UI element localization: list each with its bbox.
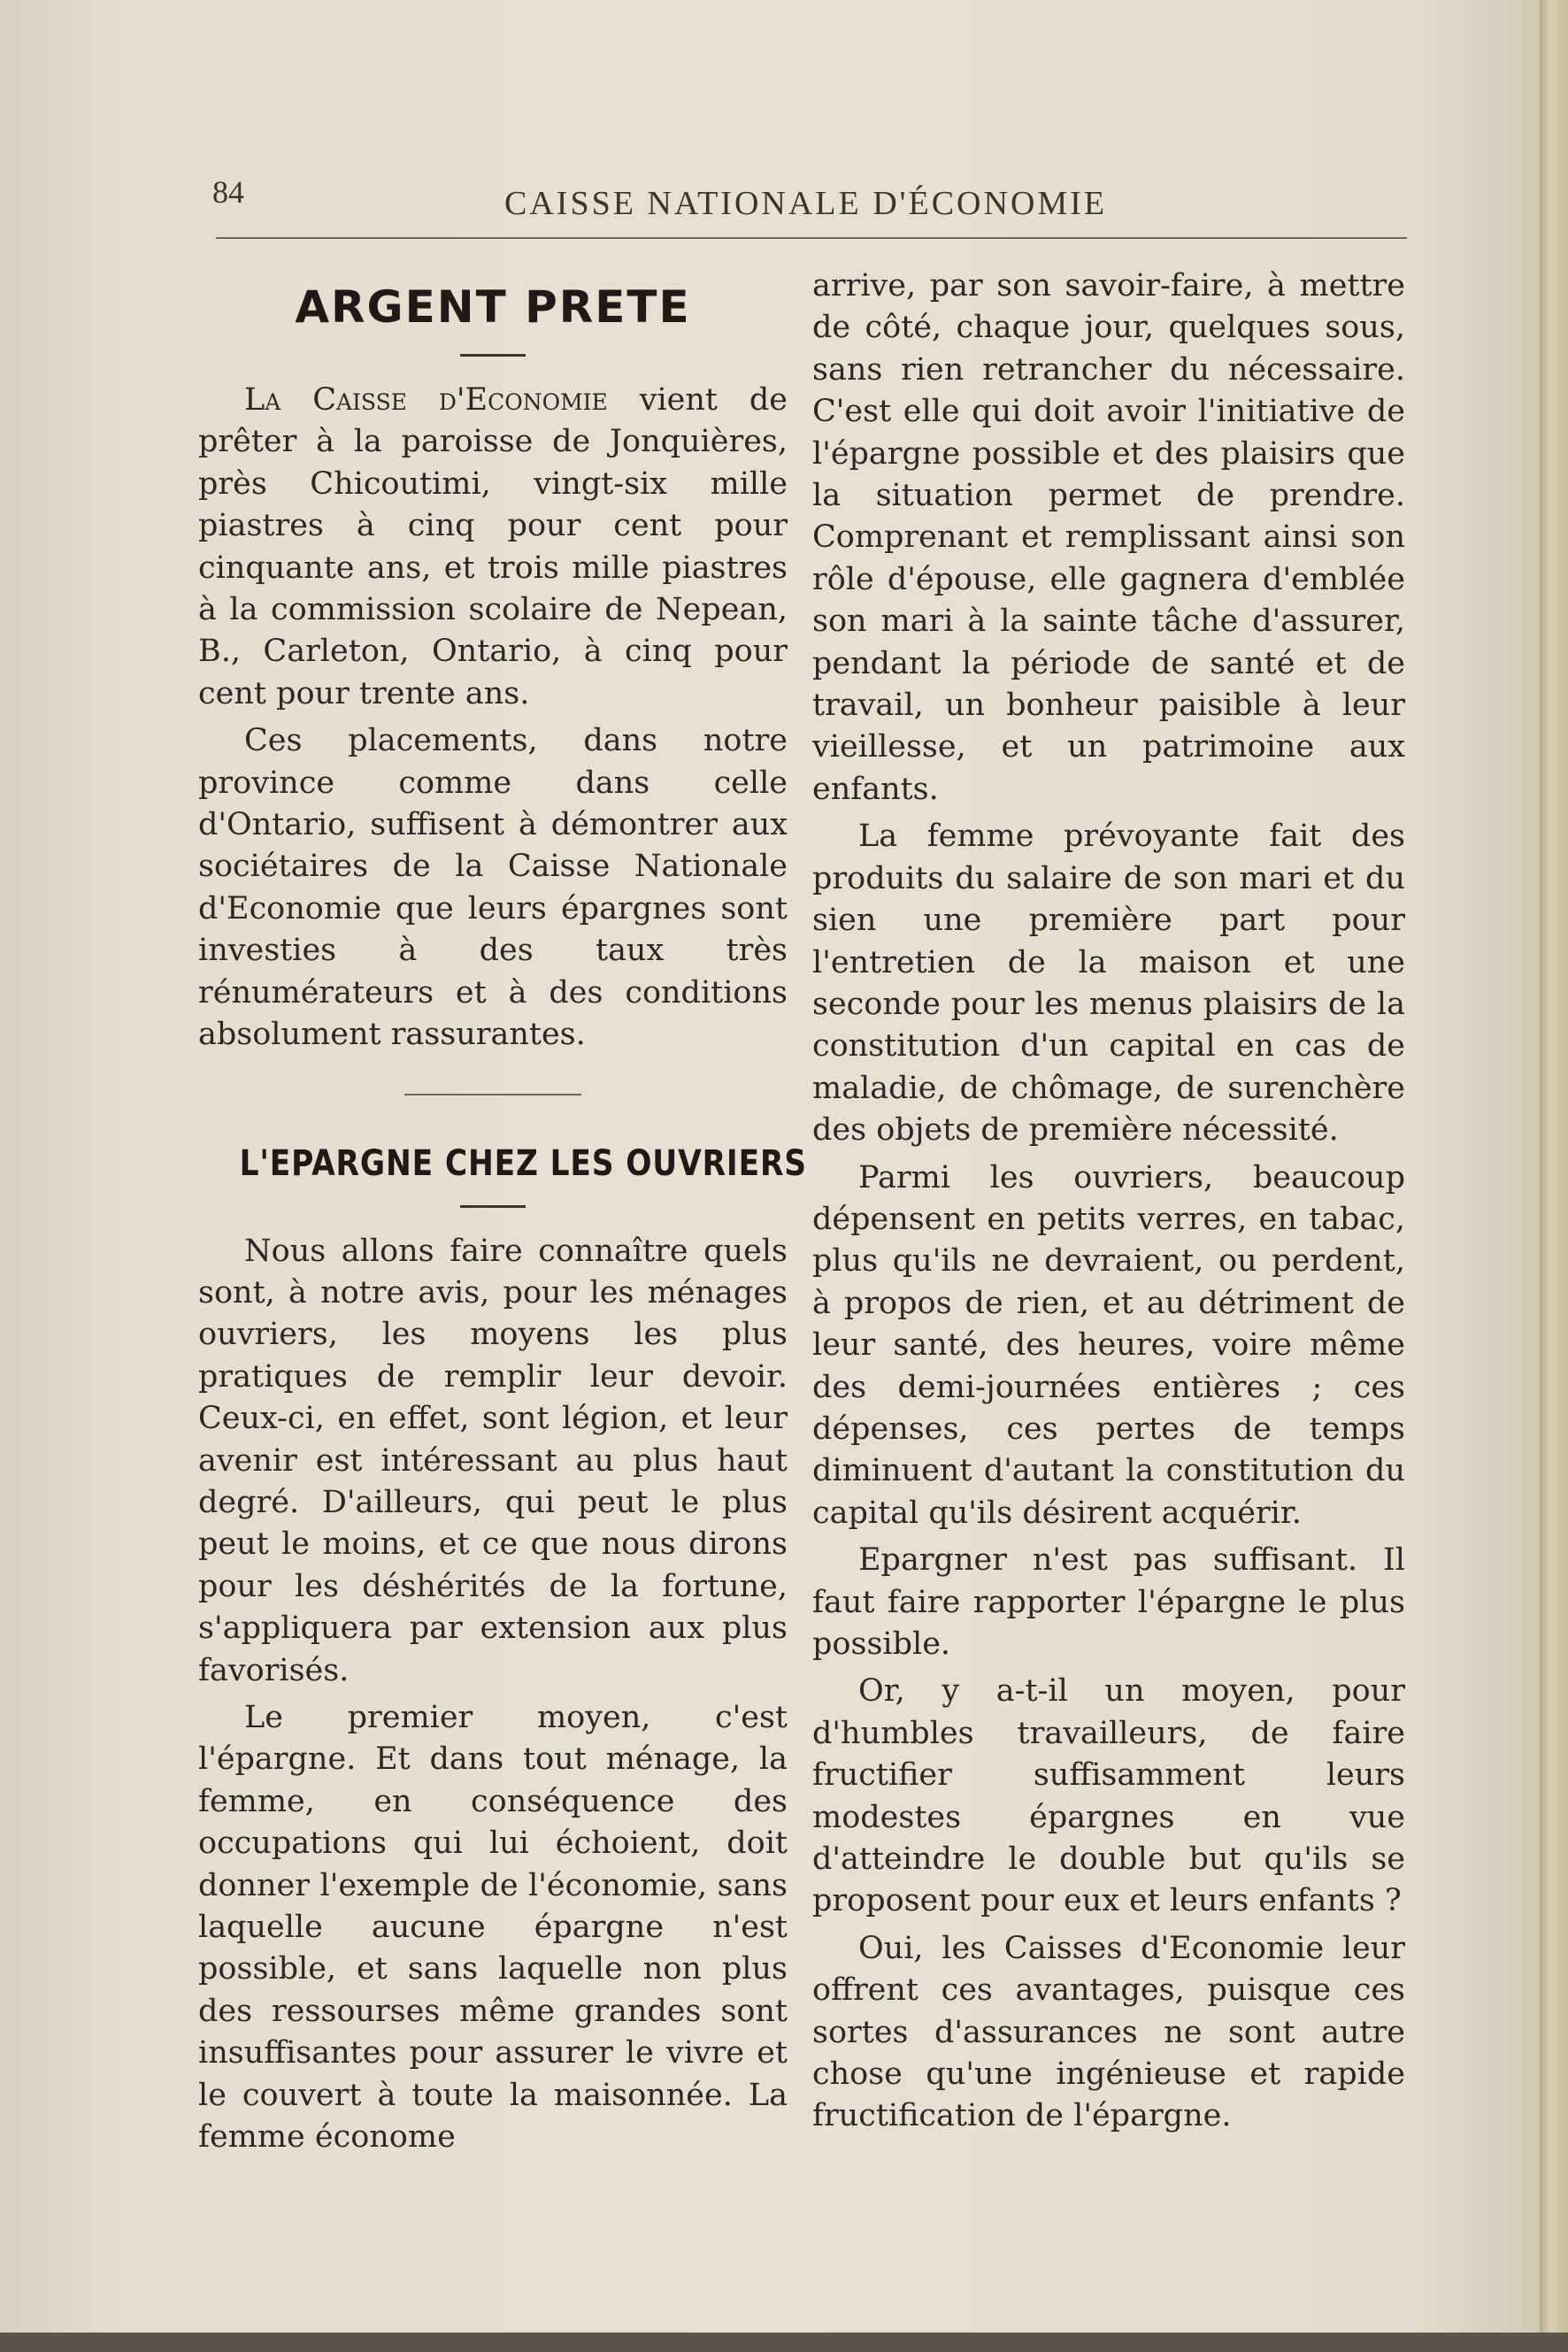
paragraph: Oui, les Caisses d'Economie leur offrent ces avantages, puisque ces sortes d'assurances ne sont autre chose qu'une ingénieuse et rapide fructification de l'épargne.: [812, 1930, 1405, 2134]
section-separator: [404, 1094, 581, 1095]
paragraph: Ces placements, dans notre province comme dans celle d'Ontario, suffisent à démontrer aux sociétaires de la Caisse Nationale d'Economie que leurs épargnes sont investies à des taux très rénumérateurs et à des conditions absolument rassurantes.: [198, 723, 788, 1053]
running-head: [212, 168, 1416, 230]
article-title-epargne: L'EPARGNE CHEZ LES OUVRIERS: [239, 1142, 807, 1184]
left-column: [198, 265, 807, 2158]
title-rule: [460, 354, 526, 357]
paragraph: Or, y a-t-il un moyen, pour d'humbles travailleurs, de faire fructifier suffisamment leurs modestes épargnes en vue d'atteindre le double but qu'ils se proposent pour eux et leurs enfants ?: [812, 1673, 1405, 1919]
lead-smallcaps: La Caisse d'Economie: [244, 382, 608, 418]
paragraph: Le premier moyen, c'est l'épargne. Et dans tout ménage, la femme, en conséquence des occupations qui lui échoient, doit donner l'exemple de l'économie, sans laquelle aucune épargne n'est possible, et sans laquelle non plus des ressourses même grandes sont insuffisantes pour assurer le vivre et le couvert à toute la maisonnée. La femme économe: [198, 1699, 788, 2156]
paragraph-text: vient de prêter à la paroisse de Jonquières, près Chicoutimi, vingt-six mille piastres à cinq pour cent pour cinquante ans, et trois mille piastres à la commission scolaire de Nepean, B., Carleton, Ontario, à cinq pour cent pour trente ans.: [198, 382, 788, 711]
header-rule: [216, 237, 1407, 239]
article-title-argent-prete: ARGENT PRETE: [295, 281, 691, 333]
paragraph: Parmi les ouvriers, beaucoup dépensent en petits verres, en tabac, plus qu'ils ne devraient, ou perdent, à propos de rien, et au détriment de leur santé, des heures, voire même des demi-journées entières ; ces dépenses, ces pertes de temps diminuent d'autant la constitution du capital qu'ils désirent acquérir.: [812, 1159, 1405, 1531]
title-rule: [460, 1205, 526, 1208]
right-column: [812, 265, 1405, 2138]
paragraph: Nous allons faire connaître quels sont, à notre avis, pour les ménages ouvriers, les moyens les plus pratiques de remplir leur devoir. Ceux-ci, en effet, sont légion, et leur avenir est intéressant au plus haut degré. D'ailleurs, qui peut le plus peut le moins, et ce que nous dirons pour les déshérités de la fortune, s'appliquera par extension aux plus favorisés.: [198, 1233, 788, 1688]
paragraph: [198, 380, 788, 715]
page-number: 84: [212, 174, 244, 210]
page-edge: [1540, 0, 1568, 2352]
scan-bottom-border: [0, 2333, 1568, 2352]
paragraph-continued: arrive, par son savoir-faire, à mettre de côté, chaque jour, quelques sous, sans rien retrancher du nécessaire. C'est elle qui doit avoir l'initiative de l'épargne possible et des plaisirs que la situation permet de prendre. Comprenant et remplissant ainsi son rôle d'épouse, elle gagnera d'emblée son mari à la sainte tâche d'assurer, pendant la période de santé et de travail, un bonheur paisible à leur vieillesse, et un patrimoine aux enfants.: [812, 268, 1405, 807]
journal-title: CAISSE NATIONALE D'ÉCONOMIE: [504, 185, 1108, 222]
paragraph: Epargner n'est pas suffisant. Il faut faire rapporter l'épargne le plus possible.: [812, 1542, 1405, 1662]
paragraph: La femme prévoyante fait des produits du salaire de son mari et du sien une première part pour l'entretien de la maison et une seconde pour les menus plaisirs de la constitution d'un capital en cas de maladie, de chômage, de surenchère des objets de première nécessité.: [812, 819, 1405, 1149]
